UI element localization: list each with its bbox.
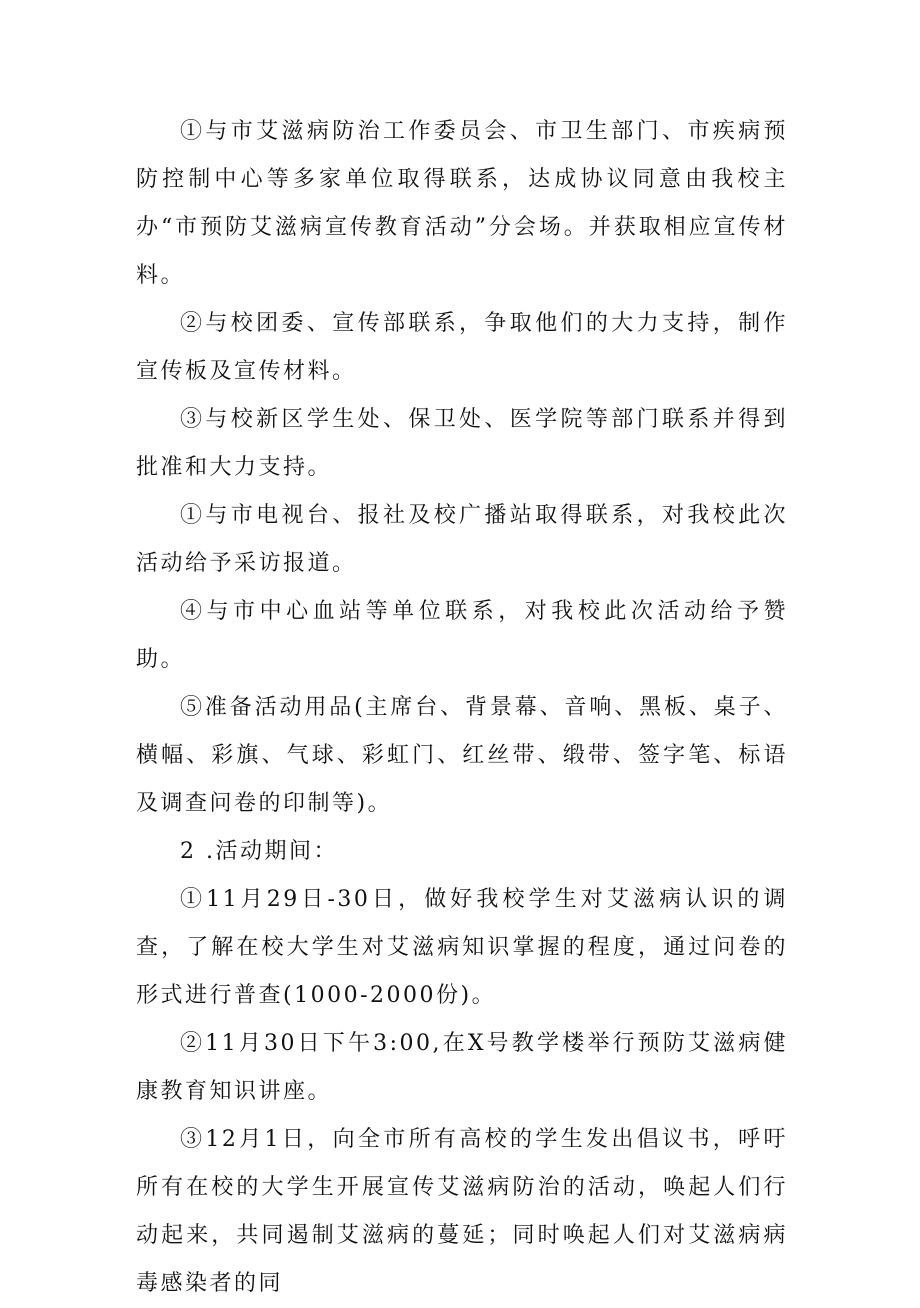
document-body	[136, 108, 788, 1308]
paragraph-proposal: ③12月1日，向全市所有高校的学生发出倡议书，呼吁所有在校的大学生开展宣传艾滋病防治的活动，唤起人们行动起来，共同遏制艾滋病的蔓延；同时唤起人们对艾滋病病毒感染者的同	[136, 1127, 788, 1296]
paragraph-media-contact: ①与市电视台、报社及校广播站取得联系，对我校此次活动给予采访报道。	[136, 503, 788, 576]
paragraph-contact-committee: ①与市艾滋病防治工作委员会、市卫生部门、市疾病预防控制中心等多家单位取得联系，达成协议同意由我校主办“市预防艾滋病宣传教育活动”分会场。并获取相应宣传材料。	[136, 119, 788, 288]
section-heading-during-activity: 2 .活动期间：	[180, 839, 338, 864]
paragraph-student-office: ③与校新区学生处、保卫处、医学院等部门联系并得到批准和大力支持。	[136, 407, 788, 480]
paragraph-league-committee: ②与校团委、宣传部联系，争取他们的大力支持，制作宣传板及宣传材料。	[136, 311, 788, 384]
paragraph-blood-station: ④与市中心血站等单位联系，对我校此次活动给予赞助。	[136, 599, 788, 672]
paragraph-survey: ①11月29日-30日，做好我校学生对艾滋病认识的调查，了解在校大学生对艾滋病知识掌握的程度，通过问卷的形式进行普查(1000-2000份)。	[136, 887, 788, 1008]
paragraph-supplies: ⑤准备活动用品(主席台、背景幕、音响、黑板、桌子、横幅、彩旗、气球、彩虹门、红丝带、缎带、签字笔、标语及调查问卷的印制等)。	[136, 695, 788, 816]
paragraph-lecture: ②11月30日下午3:00,在X号教学楼举行预防艾滋病健康教育知识讲座。	[136, 1031, 788, 1104]
